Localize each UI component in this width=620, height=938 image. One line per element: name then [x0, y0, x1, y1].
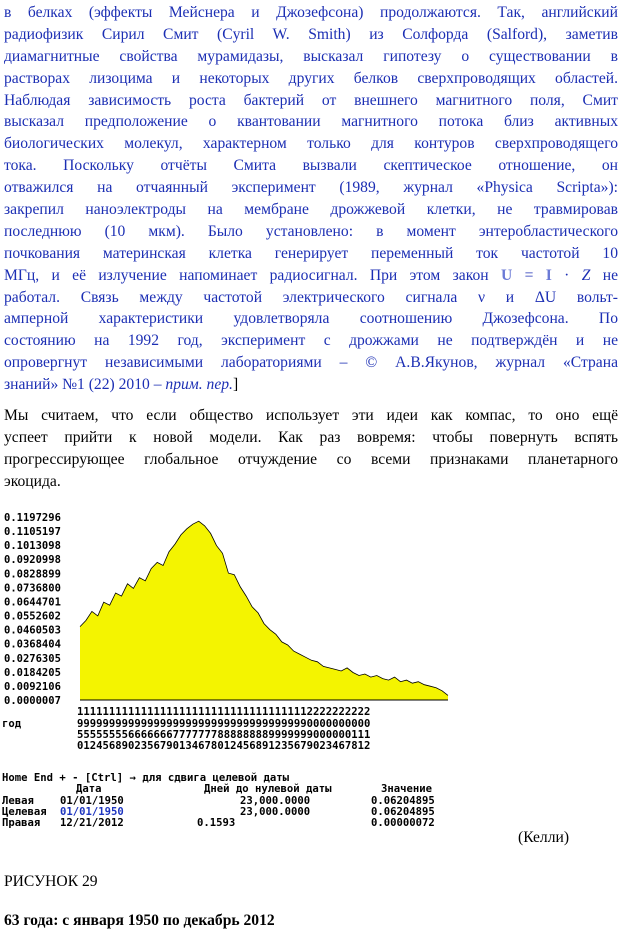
- text-line: последнюю (10 мкм). Было установлено: в момент энтеробластического: [4, 222, 618, 240]
- x-years-row2: 9999999999999999999999999999999999990000000000: [77, 718, 371, 730]
- text-fragment: МГц, и её излучение напоминает радиосигнал. При этом закон: [4, 266, 501, 284]
- text-line: экоцида.: [4, 472, 61, 490]
- ohm-i: I: [545, 266, 552, 284]
- ohm-dot: ·: [551, 266, 582, 284]
- text-fragment: знаний» №1 (22) 2010 –: [4, 376, 166, 394]
- text-line: отважился на отчаянный эксперимент (1989, журнал «Physica Scripta»):: [4, 179, 618, 197]
- series-area: [80, 521, 448, 700]
- y-tick-label: 0.1197296: [4, 512, 61, 524]
- y-tick-label: 0.1013098: [4, 540, 61, 553]
- ohm-z: Z: [581, 266, 591, 284]
- x-axis-label: год: [2, 718, 22, 730]
- y-tick-label: 0.0460503: [4, 624, 61, 637]
- text-line: диамагнитные свойства мурамидазы, высказал гипотезу о существовании в: [4, 47, 618, 65]
- y-tick-label: 0.0000007: [4, 695, 61, 707]
- text-line: радиофизик Сирил Смит (Cyril W. Smith) из Солфорда (Salford), заметив: [4, 25, 618, 43]
- col-date-header: Дата: [76, 783, 102, 795]
- row-left-value: 0.06204895: [371, 795, 435, 807]
- row-left-days: 23,000.0000: [240, 795, 311, 807]
- text-line: амперной характеристики удовлетворяла соотношению Джозефсона. По: [4, 310, 618, 328]
- text-line: работал. Связь между частотой электрического сигнала ν и ΔU вольт-: [4, 288, 618, 306]
- row-right-value: 0.00000072: [371, 817, 435, 829]
- y-tick-label: 0.0092106: [4, 680, 61, 693]
- credit-label: (Келли): [518, 829, 570, 846]
- chart-figure: [0, 509, 470, 829]
- text-line: почкования материнская клетка генерирует переменный ток частотой 10: [4, 244, 618, 262]
- text-line: Мы считаем, что если общество использует эти идеи как компас, то оно ещё: [4, 407, 618, 424]
- y-tick-label: 0.0828899: [4, 568, 61, 581]
- row-right-label: Правая: [2, 817, 41, 829]
- chart-plot: [0, 509, 470, 709]
- row-target-date[interactable]: 01/01/1950: [60, 806, 124, 818]
- y-tick-label: 0.1105197: [4, 526, 61, 539]
- row-target-value: 0.06204895: [371, 806, 435, 818]
- quoted-text-block: [4, 2, 618, 396]
- row-target-label: Целевая: [2, 806, 47, 818]
- row-right-days: 0.1593: [197, 817, 236, 829]
- body-paragraph: [4, 405, 618, 493]
- ohm-u: U: [500, 266, 513, 284]
- text-line: тока. Поскольку отчёты Смита вызвали скептическое отношение, он: [4, 157, 618, 175]
- controls-hint: Home End + - [Ctrl] → для сдвига целевой даты: [2, 772, 290, 784]
- ohm-eq: =: [512, 266, 546, 284]
- text-line-ohm: [4, 265, 618, 287]
- row-left-label: Левая: [2, 795, 34, 807]
- text-line: прогрессирующее глобальное отчуждение со всеми признаками планетарного: [4, 450, 618, 468]
- row-target-days: 23,000.0000: [240, 806, 311, 818]
- y-tick-label: 0.0368404: [4, 638, 61, 651]
- figure-label: РИСУНОК 29: [4, 873, 98, 890]
- x-years-row1: 1111111111111111111111111111111111112222222222: [77, 706, 371, 718]
- x-years-row3: 5555555566666667777777888888889999999000000111: [77, 729, 371, 741]
- row-right-date: 12/21/2012: [60, 817, 124, 829]
- row-left-date: 01/01/1950: [60, 795, 124, 807]
- editor-note: прим. пер.: [165, 376, 233, 394]
- text-line: успеет прийти к новой модели. Как раз вовремя: чтобы повернуть вспять: [4, 428, 618, 446]
- text-line: высказал предположение о квантовании магнитного потока близ активных: [4, 113, 618, 131]
- text-line: закрепил наноэлектроды на мембране дрожжевой клетки, не травмировав: [4, 201, 618, 219]
- y-tick-label: 0.0644701: [4, 596, 61, 609]
- text-line: опровергнут независимыми лабораториями – © А.В.Якунов, журнал «Страна: [4, 354, 618, 372]
- closing-bracket: ]: [232, 376, 239, 394]
- y-tick-label: 0.0184205: [4, 666, 61, 679]
- x-years-row4: 0124568902356790134678012456891235679023467812: [77, 740, 371, 752]
- text-line: состоянию на 1992 год, эксперимент с дрожжами не подтверждён и не: [4, 332, 618, 350]
- text-line: биологических молекул, характерном только для контуров сверхпроводящего: [4, 135, 618, 153]
- text-line: растворах лизоцима и некоторых других белков сверхпроводящих областей.: [4, 69, 618, 87]
- col-days-header: Дней до нулевой даты: [204, 783, 332, 795]
- text-line-last: [4, 374, 618, 396]
- text-fragment: не: [590, 266, 618, 284]
- y-tick-label: 0.0276305: [4, 652, 61, 665]
- y-tick-label: 0.0920998: [4, 554, 61, 567]
- y-tick-label: 0.0736800: [4, 582, 61, 595]
- text-line: Наблюдая зависимость роста бактерий от внешнего магнитного поля, Смит: [4, 91, 618, 109]
- figure-caption: 63 года: с января 1950 по декабрь 2012: [4, 912, 275, 929]
- text-line: в белках (эффекты Мейснера и Джозефсона) продолжаются. Так, английский: [4, 4, 618, 21]
- col-value-header: Значение: [381, 783, 433, 795]
- y-tick-label: 0.0552602: [4, 610, 61, 623]
